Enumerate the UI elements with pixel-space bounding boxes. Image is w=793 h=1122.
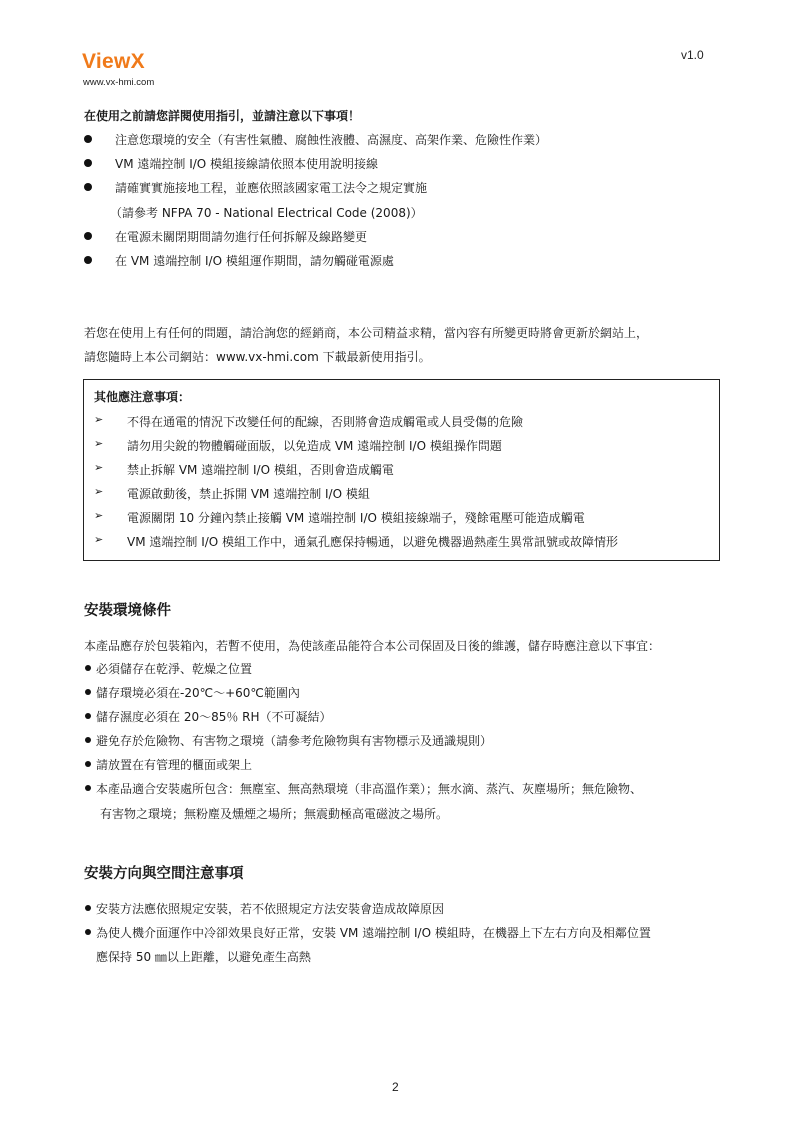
- arrow-bullet-icon: ➢: [94, 485, 104, 498]
- install-env-item: 儲存濕度必須在 20～85％ RH（不可凝結）: [96, 710, 332, 724]
- notice-line: 若您在使用上有任何的問題，請洽詢您的經銷商，本公司精益求精，當內容有所變更時將會更新於網站上，: [84, 326, 649, 340]
- other-note-item: 電源關閉 10 分鐘內禁止接觸 VM 遠端控制 I/O 模組接線端子，殘餘電壓可能造成觸電: [127, 511, 585, 525]
- other-note-item: 不得在通電的情況下改變任何的配線，否則將會造成觸電或人員受傷的危險: [127, 415, 524, 429]
- bullet-dot: [84, 183, 92, 191]
- arrow-bullet-icon: ➢: [94, 509, 104, 522]
- other-note-item: 請勿用尖銳的物體觸碰面版，以免造成 VM 遠端控制 I/O 模組操作問題: [127, 439, 502, 453]
- install-env-item: 請放置在有管理的櫃面或架上: [96, 758, 253, 772]
- install-dir-item: 安裝方法應依照規定安裝，若不依照規定方法安裝會造成故障原因: [96, 902, 445, 916]
- bullet-dot: [85, 929, 91, 935]
- intro-item: 在電源未關閉期間請勿進行任何拆解及線路變更: [115, 230, 368, 244]
- section-title-install-direction: 安裝方向與空間注意事項: [84, 866, 244, 882]
- bullet-dot: [85, 905, 91, 911]
- intro-item: VM 遠端控制 I/O 模組接線請依照本使用說明接線: [115, 157, 379, 171]
- intro-item: 在 VM 遠端控制 I/O 模組運作期間，請勿觸碰電源處: [115, 254, 394, 268]
- arrow-bullet-icon: ➢: [94, 437, 104, 450]
- bullet-dot: [85, 713, 91, 719]
- other-notes-heading: 其他應注意事項：: [94, 390, 191, 404]
- intro-heading: 在使用之前請您詳閱使用指引，並請注意以下事項！: [84, 109, 361, 123]
- install-env-item: 必須儲存在乾淨、乾燥之位置: [96, 662, 253, 676]
- bullet-dot: [85, 761, 91, 767]
- bullet-dot: [84, 135, 92, 143]
- other-note-item: VM 遠端控制 I/O 模組工作中，通氣孔應保持暢通，以避免機器過熱產生異常訊號或故障情形: [127, 535, 619, 549]
- document-version: v1.0: [681, 48, 704, 62]
- other-note-item: 電源啟動後，禁止拆開 VM 遠端控制 I/O 模組: [127, 487, 370, 501]
- intro-item: 注意您環境的安全（有害性氣體、腐蝕性液體、高濕度、高架作業、危險性作業）: [115, 133, 548, 147]
- page-number: 2: [392, 1080, 399, 1094]
- brand-logo: ViewX: [82, 50, 145, 73]
- bullet-dot: [85, 737, 91, 743]
- bullet-dot: [84, 232, 92, 240]
- bullet-dot: [84, 256, 92, 264]
- install-env-intro: 本產品應存於包裝箱內，若暫不使用，為使該產品能符合本公司保固及日後的維護，儲存時應注意以下事宜：: [84, 639, 661, 653]
- intro-item: 請確實實施接地工程，並應依照該國家電工法令之規定實施: [115, 181, 428, 195]
- intro-item-continuation: （請參考 NFPA 70 - National Electrical Code (2008)）: [110, 206, 423, 220]
- install-env-item: 本產品適合安裝處所包含：無塵室、無高熱環境（非高溫作業）；無水滴、蒸汽、灰塵場所；無危險物、: [96, 782, 643, 796]
- arrow-bullet-icon: ➢: [94, 461, 104, 474]
- bullet-dot: [85, 785, 91, 791]
- bullet-dot: [85, 665, 91, 671]
- website-url: www.vx-hmi.com: [83, 77, 155, 88]
- notice-line: 請您隨時上本公司網站：www.vx-hmi.com 下載最新使用指引。: [84, 350, 431, 364]
- install-dir-item: 為使人機介面運作中冷卻效果良好正常，安裝 VM 遠端控制 I/O 模組時，在機器上下左右方向及相鄰位置: [96, 926, 651, 940]
- arrow-bullet-icon: ➢: [94, 413, 104, 426]
- other-note-item: 禁止拆解 VM 遠端控制 I/O 模組，否則會造成觸電: [127, 463, 394, 477]
- install-env-item-continuation: 有害物之環境；無粉塵及燻煙之場所；無震動極高電磁波之場所。: [100, 807, 449, 821]
- install-env-item: 儲存環境必須在-20℃～+60℃範圍內: [96, 686, 300, 700]
- bullet-dot: [84, 159, 92, 167]
- install-env-item: 避免存於危險物、有害物之環境（請參考危險物與有害物標示及通識規則）: [96, 734, 493, 748]
- bullet-dot: [85, 689, 91, 695]
- install-dir-item-continuation: 應保持 50 ㎜以上距離，以避免產生高熱: [96, 950, 311, 964]
- section-title-install-env: 安裝環境條件: [84, 603, 171, 619]
- arrow-bullet-icon: ➢: [94, 533, 104, 546]
